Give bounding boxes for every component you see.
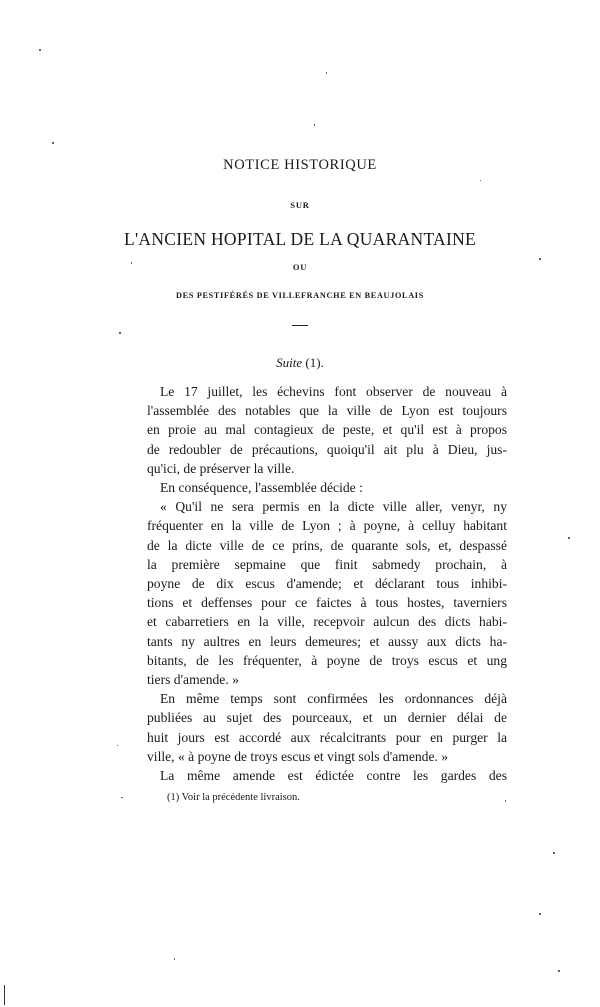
paragraph-4	[147, 689, 507, 766]
text-line: huit jours est accordé aux récalcitrants pour en purger la	[147, 729, 507, 745]
paragraph-3	[147, 497, 507, 689]
scan-speck	[539, 913, 541, 915]
hospital-title: L'ANCIEN HOPITAL DE LA QUARANTAINE	[123, 229, 477, 249]
text-line: Le 17 juillet, les échevins font observer de nouveau à	[160, 384, 507, 399]
text-line: La même amende est édictée contre les gardes des	[160, 768, 507, 784]
suite-footnote-ref: (1).	[305, 355, 324, 370]
scan-speck	[119, 332, 121, 334]
scan-speck	[553, 852, 555, 854]
scan-speck	[568, 537, 570, 539]
scan-speck	[314, 124, 315, 126]
suite-word: Suite	[276, 355, 303, 370]
text-line: tiers d'amende. »	[147, 672, 239, 688]
scan-speck	[4, 985, 5, 1005]
paragraph-2	[147, 478, 507, 497]
scan-speck	[121, 797, 123, 798]
paragraph-1	[147, 382, 507, 478]
suite-heading	[0, 355, 600, 371]
text-line: de redoubler de précautions, quoiqu'il ait plu à Dieu, jus-	[147, 441, 507, 457]
text-line: tions et deffenses pour ce faictes à tous hostes, taverniers	[147, 595, 507, 611]
paragraph-5	[147, 766, 507, 785]
text-line: publiées au sujet des pourceaux, et un dernier délai de	[147, 710, 507, 726]
text-line: et cabarretiers en la ville, recepvoir aulcun des dicts habi-	[147, 614, 507, 630]
footnote: (1) Voir la précédente livraison.	[167, 792, 300, 803]
scan-speck	[174, 958, 175, 960]
text-line: poyne de dix escus d'amende; et déclarant tous inhibi-	[147, 576, 507, 592]
text-line: ville, « à poyne de troys escus et vingt sols d'amende. »	[147, 748, 449, 764]
scan-speck	[39, 49, 41, 51]
text-line: l'assemblée des notables que la ville de Lyon est toujours	[147, 403, 507, 419]
sur-label: SUR	[290, 200, 310, 210]
title-rule	[292, 325, 308, 326]
body-text	[147, 382, 507, 785]
text-line: « Qu'il ne sera permis en la dicte ville aller, venyr, ny	[160, 499, 507, 515]
text-line: de la dicte ville de ce prins, de quarante sols, et, despassé	[147, 537, 507, 553]
text-line: fréquenter en la ville de Lyon ; à poyne, à celluy habitant	[147, 518, 507, 534]
text-line: En conséquence, l'assemblée décide :	[160, 480, 363, 496]
scan-speck	[326, 72, 327, 74]
text-line: qu'ici, de préserver la ville.	[147, 460, 295, 476]
pestiferes-subtitle: DES PESTIFÉRÉS DE VILLEFRANCHE EN BEAUJOLAIS	[176, 291, 424, 300]
scan-speck	[52, 142, 54, 144]
scan-speck	[505, 800, 506, 802]
text-line: la première sepmaine que finit sabmedy prochain, à	[147, 556, 507, 572]
scan-speck	[131, 262, 132, 264]
text-line: tants ny aultres en leurs demeures; et aussy aux dicts ha-	[147, 633, 507, 649]
notice-title: NOTICE HISTORIQUE	[223, 157, 377, 173]
ou-label: OU	[292, 262, 308, 272]
scan-speck	[117, 745, 118, 746]
scan-speck	[539, 258, 541, 260]
text-line: bitants, de les fréquenter, à poyne de troys escus et ung	[147, 652, 507, 668]
scan-speck	[480, 180, 481, 181]
scan-speck	[558, 970, 560, 972]
text-line: en proie au mal contagieux de peste, et qu'il est à propos	[147, 422, 507, 438]
text-line: En même temps sont confirmées les ordonnances déjà	[160, 691, 507, 707]
